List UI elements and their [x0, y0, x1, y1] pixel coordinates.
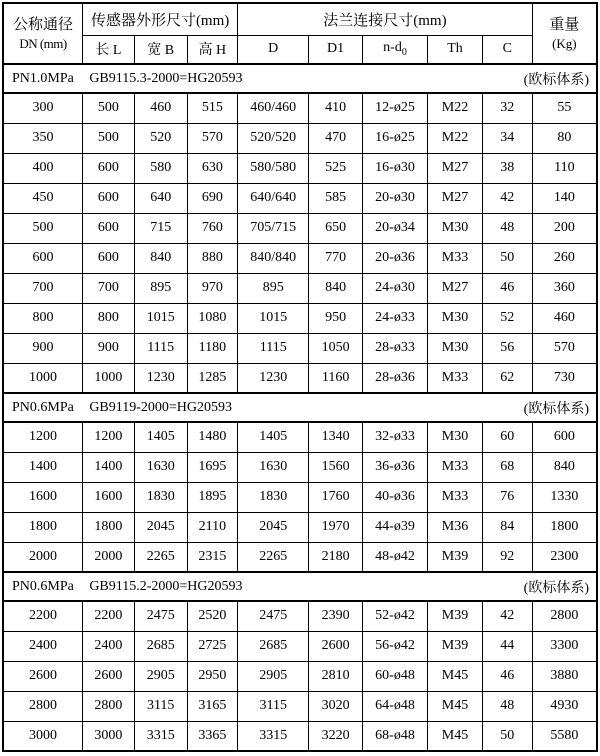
table-body — [3, 64, 597, 751]
table-cell: 20-ø34 — [362, 213, 427, 243]
table-cell: 600 — [83, 243, 135, 273]
section-standard-label: GB9115.2-2000=HG20593 — [89, 578, 243, 594]
table-cell: 3000 — [83, 721, 135, 751]
table-cell: 1200 — [83, 422, 135, 452]
table-cell: 700 — [3, 273, 83, 303]
table-cell: 1115 — [238, 333, 309, 363]
section-note-label: (欧标体系) — [523, 401, 589, 417]
section-header-row — [3, 572, 597, 601]
table-cell: M45 — [428, 721, 483, 751]
section-pressure-label: PN0.6MPa — [12, 578, 74, 594]
section-header-cell — [3, 64, 597, 93]
table-cell: M45 — [428, 691, 483, 721]
table-row — [3, 183, 597, 213]
table-cell: 2905 — [134, 661, 187, 691]
col-header-dn — [3, 3, 83, 64]
table-cell: 44-ø39 — [362, 512, 427, 542]
table-cell: 1015 — [134, 303, 187, 333]
table-cell: 630 — [187, 153, 237, 183]
table-cell: 1800 — [532, 512, 597, 542]
table-cell: 1600 — [3, 482, 83, 512]
table-cell: M30 — [428, 333, 483, 363]
table-row — [3, 721, 597, 751]
table-row — [3, 542, 597, 572]
table-cell: 12-ø25 — [362, 93, 427, 123]
table-cell: 730 — [532, 363, 597, 393]
section-header-cell — [3, 393, 597, 422]
table-cell: M39 — [428, 631, 483, 661]
table-cell: 1400 — [3, 452, 83, 482]
table-row — [3, 363, 597, 393]
table-cell: 500 — [3, 213, 83, 243]
table-cell: 1630 — [134, 452, 187, 482]
table-cell: 42 — [482, 183, 532, 213]
table-cell: 300 — [3, 93, 83, 123]
table-cell: 4930 — [532, 691, 597, 721]
table-cell: M36 — [428, 512, 483, 542]
table-cell: 1015 — [238, 303, 309, 333]
table-cell: 3115 — [238, 691, 309, 721]
table-cell: 52 — [482, 303, 532, 333]
table-cell: 32-ø33 — [362, 422, 427, 452]
table-cell: 3020 — [309, 691, 362, 721]
table-cell: 56 — [482, 333, 532, 363]
table-cell: 42 — [482, 601, 532, 631]
col-header-weight — [532, 3, 597, 64]
table-cell: 80 — [532, 123, 597, 153]
table-cell: 800 — [83, 303, 135, 333]
table-cell: 410 — [309, 93, 362, 123]
table-cell: 2400 — [83, 631, 135, 661]
table-cell: 2800 — [83, 691, 135, 721]
table-row — [3, 303, 597, 333]
table-cell: 1160 — [309, 363, 362, 393]
table-cell: 2810 — [309, 661, 362, 691]
table-cell: 64-ø48 — [362, 691, 427, 721]
table-cell: 1600 — [83, 482, 135, 512]
col-header-ndo — [362, 35, 427, 64]
table-cell: 2685 — [134, 631, 187, 661]
table-cell: M30 — [428, 303, 483, 333]
table-cell: 44 — [482, 631, 532, 661]
table-cell: 1050 — [309, 333, 362, 363]
table-cell: 1400 — [83, 452, 135, 482]
col-header-dn-unit: DN (mm) — [19, 36, 67, 51]
table-cell: 24-ø33 — [362, 303, 427, 333]
table-cell: 460 — [532, 303, 597, 333]
table-row — [3, 601, 597, 631]
table-cell: 3315 — [238, 721, 309, 751]
table-cell: 38 — [482, 153, 532, 183]
table-cell: 520 — [134, 123, 187, 153]
table-cell: 600 — [83, 213, 135, 243]
table-cell: 760 — [187, 213, 237, 243]
table-cell: 800 — [3, 303, 83, 333]
table-cell: 580 — [134, 153, 187, 183]
table-cell: 2800 — [3, 691, 83, 721]
table-cell: 48 — [482, 691, 532, 721]
table-cell: 260 — [532, 243, 597, 273]
table-cell: 1695 — [187, 452, 237, 482]
table-cell: 515 — [187, 93, 237, 123]
table-cell: 28-ø33 — [362, 333, 427, 363]
table-cell: 600 — [83, 153, 135, 183]
table-cell: 1895 — [187, 482, 237, 512]
table-cell: 500 — [83, 93, 135, 123]
table-cell: M22 — [428, 123, 483, 153]
table-row — [3, 482, 597, 512]
table-cell: 76 — [482, 482, 532, 512]
col-group-sensor: 传感器外形尺寸(mm) — [83, 3, 238, 35]
table-cell: 48 — [482, 213, 532, 243]
table-cell: 1800 — [3, 512, 83, 542]
table-cell: 840/840 — [238, 243, 309, 273]
table-cell: 24-ø30 — [362, 273, 427, 303]
table-cell: 2520 — [187, 601, 237, 631]
table-cell: M39 — [428, 542, 483, 572]
section-note-label: (欧标体系) — [523, 72, 589, 88]
table-cell: 1230 — [238, 363, 309, 393]
table-cell: 470 — [309, 123, 362, 153]
table-cell: 3220 — [309, 721, 362, 751]
table-cell: 3365 — [187, 721, 237, 751]
table-cell: 2685 — [238, 631, 309, 661]
table-cell: 2045 — [134, 512, 187, 542]
table-row — [3, 93, 597, 123]
col-header-ndo-base: n-d — [383, 40, 402, 56]
table-cell: 1405 — [238, 422, 309, 452]
header-sub-row — [3, 35, 597, 64]
section-pressure-label: PN1.0MPa — [12, 70, 74, 86]
table-row — [3, 273, 597, 303]
col-header-length: 长 L — [83, 35, 135, 64]
table-cell: 700 — [83, 273, 135, 303]
col-header-th: Th — [428, 35, 483, 64]
table-cell: 840 — [134, 243, 187, 273]
table-cell: 1200 — [3, 422, 83, 452]
table-cell: 2390 — [309, 601, 362, 631]
table-cell: 2200 — [3, 601, 83, 631]
table-cell: 1180 — [187, 333, 237, 363]
table-cell: 68 — [482, 452, 532, 482]
table-cell: 1970 — [309, 512, 362, 542]
table-cell: 2265 — [238, 542, 309, 572]
table-cell: M39 — [428, 601, 483, 631]
table-cell: M27 — [428, 183, 483, 213]
col-header-weight-unit: (Kg) — [552, 36, 577, 51]
table-cell: M45 — [428, 661, 483, 691]
table-cell: 2725 — [187, 631, 237, 661]
table-cell: 28-ø36 — [362, 363, 427, 393]
table-cell: 56-ø42 — [362, 631, 427, 661]
table-cell: 92 — [482, 542, 532, 572]
table-cell: 36-ø36 — [362, 452, 427, 482]
table-cell: 3165 — [187, 691, 237, 721]
table-cell: 60-ø48 — [362, 661, 427, 691]
col-group-flange: 法兰连接尺寸(mm) — [238, 3, 533, 35]
table-cell: 525 — [309, 153, 362, 183]
table-cell: 1340 — [309, 422, 362, 452]
table-cell: 840 — [532, 452, 597, 482]
table-cell: 1000 — [83, 363, 135, 393]
table-cell: 1285 — [187, 363, 237, 393]
table-row — [3, 512, 597, 542]
table-cell: 62 — [482, 363, 532, 393]
table-cell: 950 — [309, 303, 362, 333]
col-header-weight-label: 重量 — [549, 17, 580, 33]
table-cell: 2000 — [3, 542, 83, 572]
table-cell: 690 — [187, 183, 237, 213]
table-cell: 1080 — [187, 303, 237, 333]
table-cell: 2000 — [83, 542, 135, 572]
table-cell: 32 — [482, 93, 532, 123]
table-cell: M30 — [428, 422, 483, 452]
table-cell: 40-ø36 — [362, 482, 427, 512]
table-cell: 1630 — [238, 452, 309, 482]
table-row — [3, 631, 597, 661]
table-cell: 34 — [482, 123, 532, 153]
table-cell: 1000 — [3, 363, 83, 393]
table-header — [3, 3, 597, 64]
section-note-label: (欧标体系) — [523, 580, 589, 596]
table-cell: 460 — [134, 93, 187, 123]
table-cell: 2200 — [83, 601, 135, 631]
table-cell: 2265 — [134, 542, 187, 572]
table-cell: 450 — [3, 183, 83, 213]
table-cell: 2800 — [532, 601, 597, 631]
table-cell: 715 — [134, 213, 187, 243]
table-cell: 2475 — [238, 601, 309, 631]
table-cell: 2475 — [134, 601, 187, 631]
table-cell: 3000 — [3, 721, 83, 751]
table-cell: M33 — [428, 482, 483, 512]
table-cell: 580/580 — [238, 153, 309, 183]
table-cell: 600 — [83, 183, 135, 213]
table-cell: 2180 — [309, 542, 362, 572]
table-row — [3, 213, 597, 243]
table-cell: 895 — [134, 273, 187, 303]
table-cell: 520/520 — [238, 123, 309, 153]
table-cell: 68-ø48 — [362, 721, 427, 751]
table-cell: 60 — [482, 422, 532, 452]
table-cell: 20-ø30 — [362, 183, 427, 213]
table-cell: 900 — [83, 333, 135, 363]
table-cell: 20-ø36 — [362, 243, 427, 273]
table-cell: 900 — [3, 333, 83, 363]
table-cell: 500 — [83, 123, 135, 153]
table-cell: 650 — [309, 213, 362, 243]
table-cell: M33 — [428, 452, 483, 482]
table-cell: 1480 — [187, 422, 237, 452]
table-cell: M27 — [428, 273, 483, 303]
table-row — [3, 422, 597, 452]
table-cell: 2600 — [309, 631, 362, 661]
spec-table — [2, 2, 598, 752]
table-row — [3, 333, 597, 363]
table-row — [3, 452, 597, 482]
table-cell: 570 — [187, 123, 237, 153]
table-cell: 2600 — [3, 661, 83, 691]
table-cell: 2315 — [187, 542, 237, 572]
section-header-cell — [3, 572, 597, 601]
table-row — [3, 243, 597, 273]
table-cell: M33 — [428, 363, 483, 393]
table-cell: 46 — [482, 661, 532, 691]
table-cell: 1230 — [134, 363, 187, 393]
table-cell: 2905 — [238, 661, 309, 691]
table-cell: 2110 — [187, 512, 237, 542]
table-cell: 55 — [532, 93, 597, 123]
header-group-row — [3, 3, 597, 35]
table-cell: 50 — [482, 243, 532, 273]
table-cell: 110 — [532, 153, 597, 183]
table-cell: 600 — [3, 243, 83, 273]
table-cell: 200 — [532, 213, 597, 243]
table-cell: M30 — [428, 213, 483, 243]
table-cell: M22 — [428, 93, 483, 123]
table-cell: 16-ø25 — [362, 123, 427, 153]
table-cell: 1330 — [532, 482, 597, 512]
table-cell: 5580 — [532, 721, 597, 751]
table-cell: 360 — [532, 273, 597, 303]
table-cell: 640 — [134, 183, 187, 213]
table-cell: 770 — [309, 243, 362, 273]
table-row — [3, 661, 597, 691]
table-cell: 880 — [187, 243, 237, 273]
col-header-dn-label: 公称通径 — [13, 17, 74, 33]
table-row — [3, 691, 597, 721]
table-cell: 48-ø42 — [362, 542, 427, 572]
table-cell: 2950 — [187, 661, 237, 691]
table-cell: 52-ø42 — [362, 601, 427, 631]
table-row — [3, 153, 597, 183]
table-cell: 2300 — [532, 542, 597, 572]
table-cell: 1830 — [238, 482, 309, 512]
table-cell: 1830 — [134, 482, 187, 512]
table-cell: 50 — [482, 721, 532, 751]
col-header-d: D — [238, 35, 309, 64]
table-cell: 84 — [482, 512, 532, 542]
table-cell: 3880 — [532, 661, 597, 691]
table-cell: 1115 — [134, 333, 187, 363]
table-cell: M33 — [428, 243, 483, 273]
table-cell: 400 — [3, 153, 83, 183]
table-cell: 640/640 — [238, 183, 309, 213]
table-cell: 1405 — [134, 422, 187, 452]
table-cell: M27 — [428, 153, 483, 183]
table-cell: 2045 — [238, 512, 309, 542]
table-row — [3, 123, 597, 153]
table-cell: 1760 — [309, 482, 362, 512]
col-header-d1: D1 — [309, 35, 362, 64]
col-header-c: C — [482, 35, 532, 64]
table-cell: 705/715 — [238, 213, 309, 243]
table-cell: 46 — [482, 273, 532, 303]
table-cell: 570 — [532, 333, 597, 363]
section-standard-label: GB9119-2000=HG20593 — [89, 399, 233, 415]
table-cell: 600 — [532, 422, 597, 452]
table-cell: 3115 — [134, 691, 187, 721]
col-header-height: 高 H — [187, 35, 237, 64]
table-cell: 895 — [238, 273, 309, 303]
section-standard-label: GB9115.3-2000=HG20593 — [89, 70, 243, 86]
col-header-ndo-sub: 0 — [401, 47, 407, 59]
table-cell: 140 — [532, 183, 597, 213]
table-cell: 1560 — [309, 452, 362, 482]
col-header-width: 宽 B — [134, 35, 187, 64]
table-cell: 2600 — [83, 661, 135, 691]
section-header-row — [3, 393, 597, 422]
table-cell: 970 — [187, 273, 237, 303]
table-cell: 2400 — [3, 631, 83, 661]
table-cell: 3300 — [532, 631, 597, 661]
table-cell: 585 — [309, 183, 362, 213]
section-header-row — [3, 64, 597, 93]
table-cell: 460/460 — [238, 93, 309, 123]
table-cell: 3315 — [134, 721, 187, 751]
table-cell: 350 — [3, 123, 83, 153]
section-pressure-label: PN0.6MPa — [12, 399, 74, 415]
table-cell: 840 — [309, 273, 362, 303]
table-cell: 1800 — [83, 512, 135, 542]
table-cell: 16-ø30 — [362, 153, 427, 183]
